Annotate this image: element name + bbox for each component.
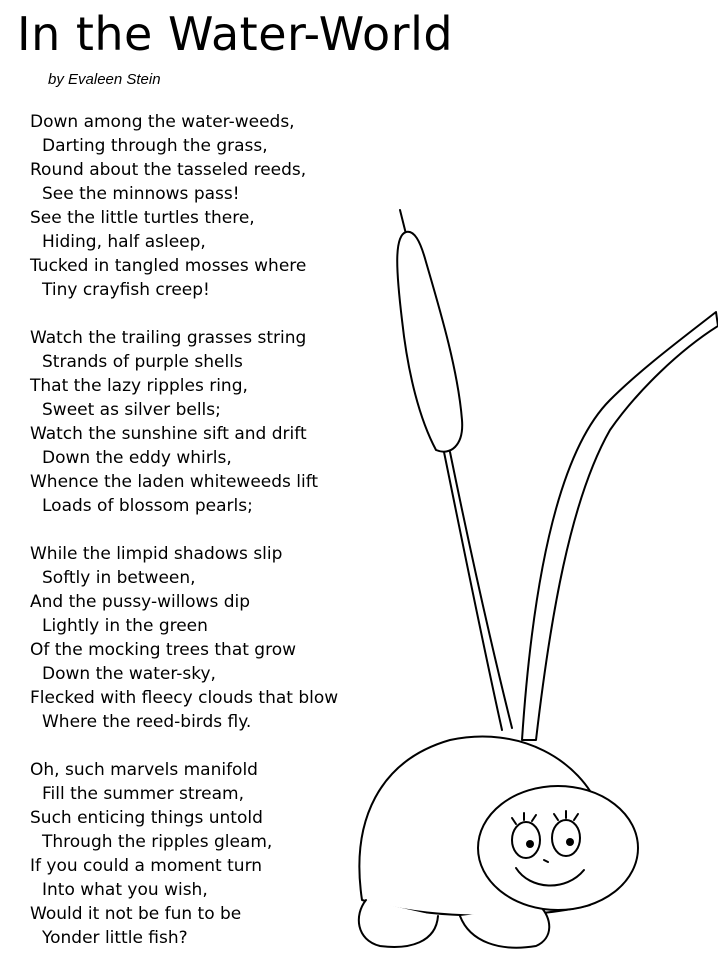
poem-line: Loads of blossom pearls;: [42, 496, 253, 516]
poem-line: And the pussy-willows dip: [30, 592, 251, 612]
poem-line: Would it not be fun to be: [30, 904, 242, 924]
turtle-pupil-icon: [566, 838, 574, 846]
poem-stanza: [30, 326, 390, 518]
poem-line: That the lazy ripples ring,: [30, 376, 248, 396]
coloring-illustration: [340, 200, 718, 957]
poem-line: Yonder little fish?: [42, 928, 188, 948]
poem-line: Fill the summer stream,: [42, 784, 244, 804]
poem-line: Watch the trailing grasses string: [30, 328, 307, 348]
poem-line: If you could a moment turn: [30, 856, 263, 876]
poem-line: Round about the tasseled reeds,: [30, 160, 307, 180]
poem-stanza: [30, 110, 390, 302]
poem-line: Flecked with fleecy clouds that blow: [30, 688, 339, 708]
poem-line: Hiding, half asleep,: [42, 232, 206, 252]
page-title: In the Water-World: [17, 7, 454, 61]
poem-line: Of the mocking trees that grow: [30, 640, 297, 660]
turtle-pupil-icon: [526, 840, 534, 848]
poem-line: Sweet as silver bells;: [42, 400, 221, 420]
poem-line: Darting through the grass,: [42, 136, 268, 156]
poem-line: Watch the sunshine sift and drift: [30, 424, 307, 444]
poem-line: Tiny crayfish creep!: [42, 280, 210, 300]
poem-line: Strands of purple shells: [42, 352, 243, 372]
poem-line: Lightly in the green: [42, 616, 208, 636]
cattail-tip-icon: [400, 210, 406, 234]
poem-line: Down the water-sky,: [42, 664, 216, 684]
poem-stanza: [30, 758, 390, 950]
poem-line: Whence the laden whiteweeds lift: [30, 472, 319, 492]
poem-line: Into what you wish,: [42, 880, 208, 900]
poem-line: Softly in between,: [42, 568, 196, 588]
poem-line: See the little turtles there,: [30, 208, 255, 228]
cattail-icon: [397, 232, 462, 452]
poem-line: Down among the water-weeds,: [30, 112, 295, 132]
poem-body: [30, 110, 390, 974]
poem-line: Where the reed-birds fly.: [42, 712, 252, 732]
turtle-eye-icon: [552, 820, 580, 856]
grass-blade-icon: [522, 312, 718, 740]
poem-line: Tucked in tangled mosses where: [30, 256, 307, 276]
cattail-turtle-drawing: [340, 200, 718, 957]
turtle-eye-icon: [512, 822, 540, 858]
poem-line: See the minnows pass!: [42, 184, 240, 204]
author-byline: by Evaleen Stein: [48, 71, 161, 88]
poem-line: While the limpid shadows slip: [30, 544, 283, 564]
poem-stanza: [30, 542, 390, 734]
poem-line: Down the eddy whirls,: [42, 448, 232, 468]
cattail-stalk-icon: [444, 452, 502, 730]
cattail-stalk-icon: [450, 452, 512, 728]
poem-line: Oh, such marvels manifold: [30, 760, 258, 780]
poem-line: Such enticing things untold: [30, 808, 263, 828]
poem-line: Through the ripples gleam,: [42, 832, 273, 852]
